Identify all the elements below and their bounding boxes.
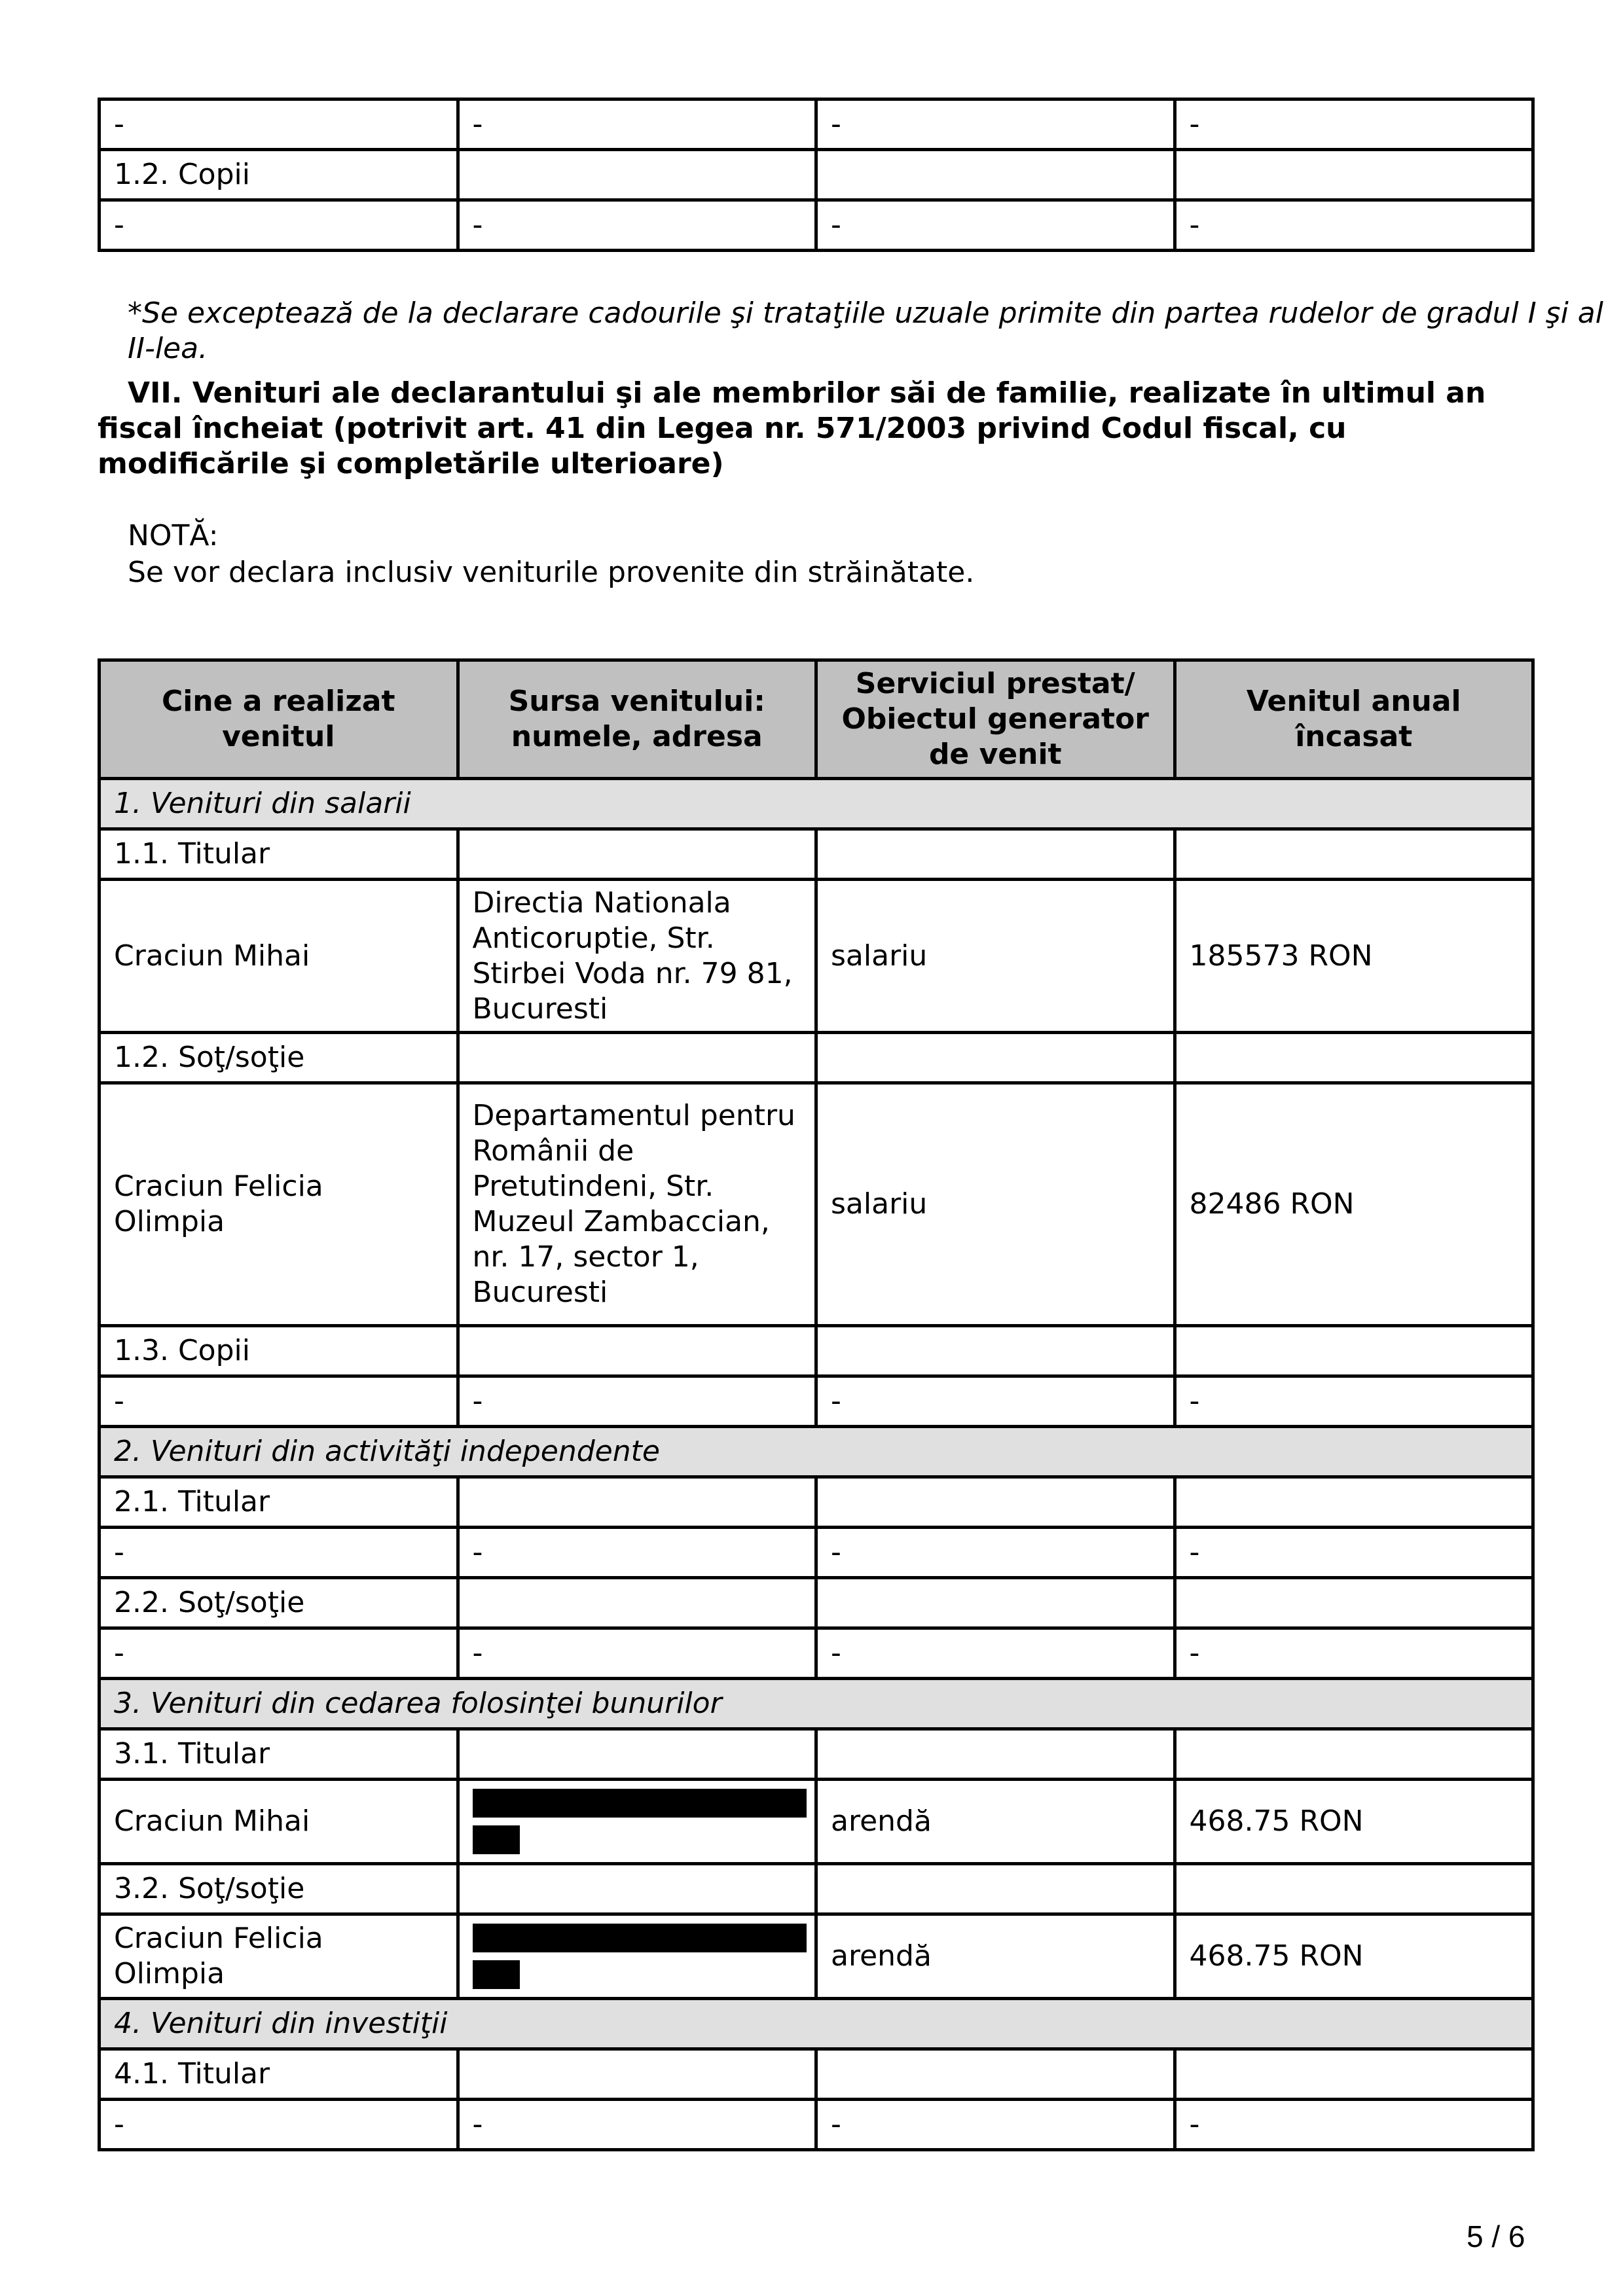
table-row (100, 1528, 1533, 1578)
section-heading: 3. Venituri din cedarea folosinţei bunurilor (100, 1679, 1533, 1729)
nota-label: NOTĂ: (128, 519, 219, 552)
table-cell: - (816, 99, 1175, 150)
table-cell: - (458, 200, 816, 251)
table-cell (458, 1326, 816, 1376)
table-cell (458, 1033, 816, 1083)
table-cell: salariu (816, 880, 1175, 1033)
table-cell: 4.1. Titular (100, 2049, 458, 2100)
table-row (100, 1578, 1533, 1628)
table-cell (458, 829, 816, 880)
table-cell: - (816, 1376, 1175, 1427)
table-cell (1175, 1864, 1533, 1914)
table-row (100, 2100, 1533, 2150)
table-cell (458, 150, 816, 200)
table-cell (816, 1864, 1175, 1914)
table-cell: - (458, 2100, 816, 2150)
table-cell: Craciun Felicia Olimpia (100, 1083, 458, 1326)
table-row (100, 829, 1533, 880)
table-cell (1175, 1729, 1533, 1780)
column-header: Sursa venitului: numele, adresa (458, 660, 816, 779)
table-row (100, 200, 1533, 251)
page-number: 5 / 6 (1467, 2219, 1525, 2253)
table-row (100, 1033, 1533, 1083)
table-cell: - (100, 1528, 458, 1578)
footnote: *Se exceptează de la declarare cadourile şi trataţiile uzuale primite din partea rudelor de gradul I şi al II-lea. (128, 296, 1603, 365)
table-cell: Directia Nationala Anticoruptie, Str. Stirbei Voda nr. 79 81, Bucuresti (458, 880, 816, 1033)
table-cell (816, 150, 1175, 200)
table-cell: - (816, 200, 1175, 251)
table-cell: - (816, 1628, 1175, 1679)
income-table (98, 658, 1535, 2151)
table-cell: - (1175, 2100, 1533, 2150)
previous-section-table (98, 98, 1535, 252)
table-cell (816, 1033, 1175, 1083)
table-cell: Craciun Mihai (100, 1780, 458, 1864)
table-cell: Departamentul pentru Românii de Pretutindeni, Str. Muzeul Zambaccian, nr. 17, sector 1, Bucuresti (458, 1083, 816, 1326)
table-cell: 2.1. Titular (100, 1477, 458, 1528)
table-cell (1175, 1326, 1533, 1376)
redaction-bar (473, 1924, 807, 1952)
table-cell (1175, 150, 1533, 200)
table-row (100, 1477, 1533, 1528)
redacted-cell (458, 1914, 816, 1999)
column-header: Serviciul prestat/ Obiectul generator de venit (816, 660, 1175, 779)
table-cell: - (458, 1376, 816, 1427)
section-title: VII. Venituri ale declarantului şi ale membrilor săi de familie, realizate în ultimul an fiscal încheiat (potrivit art. 41 din Legea nr. 571/2003 privind Codul fiscal, cu modificările şi completările ulterioare) (98, 376, 1486, 480)
table-cell: arendă (816, 1780, 1175, 1864)
table-cell (1175, 829, 1533, 880)
table-cell: - (1175, 1528, 1533, 1578)
table-row (100, 1083, 1533, 1326)
table-cell: - (458, 1628, 816, 1679)
table-row (100, 1914, 1533, 1999)
table-row (100, 1628, 1533, 1679)
nota-text: Se vor declara inclusiv veniturile provenite din străinătate. (128, 556, 975, 589)
table-cell (458, 1578, 816, 1628)
table-cell: 2.2. Soţ/soţie (100, 1578, 458, 1628)
section-heading: 1. Venituri din salarii (100, 779, 1533, 829)
table-cell: arendă (816, 1914, 1175, 1999)
table-cell: 468.75 RON (1175, 1914, 1533, 1999)
table-row (100, 1864, 1533, 1914)
table-cell (458, 1477, 816, 1528)
section-heading: 4. Venituri din investiţii (100, 1999, 1533, 2049)
column-header: Venitul anual încasat (1175, 660, 1533, 779)
table-cell: Craciun Felicia Olimpia (100, 1914, 458, 1999)
table-cell (1175, 1477, 1533, 1528)
table-row (100, 1326, 1533, 1376)
table-cell: 1.1. Titular (100, 829, 458, 880)
table-cell (1175, 1578, 1533, 1628)
table-row (100, 150, 1533, 200)
table-row (100, 2049, 1533, 2100)
column-header: Cine a realizat venitul (100, 660, 458, 779)
redaction-bar (473, 1960, 520, 1989)
table-cell: 468.75 RON (1175, 1780, 1533, 1864)
table-cell: 3.1. Titular (100, 1729, 458, 1780)
section-row (100, 779, 1533, 829)
table-cell: - (816, 2100, 1175, 2150)
table-row (100, 880, 1533, 1033)
table-row (100, 1729, 1533, 1780)
redaction-bar (473, 1825, 520, 1854)
table-cell: - (100, 1628, 458, 1679)
table-row (100, 99, 1533, 150)
table-cell (458, 1729, 816, 1780)
table-cell (816, 2049, 1175, 2100)
table-cell: - (458, 1528, 816, 1578)
table-cell: - (100, 200, 458, 251)
redaction-bar (473, 1789, 807, 1818)
table-cell: 1.2. Copii (100, 150, 458, 200)
table-cell: 82486 RON (1175, 1083, 1533, 1326)
table-cell (1175, 2049, 1533, 2100)
redacted-cell (458, 1780, 816, 1864)
table-cell: - (1175, 1628, 1533, 1679)
table-row (100, 1376, 1533, 1427)
table-cell (816, 1477, 1175, 1528)
table-cell: - (816, 1528, 1175, 1578)
table-cell (816, 1578, 1175, 1628)
table-cell: - (100, 99, 458, 150)
table-header-row (100, 660, 1533, 779)
table-cell: - (100, 2100, 458, 2150)
table-cell (458, 1864, 816, 1914)
table-row (100, 1780, 1533, 1864)
table-cell: 1.2. Soţ/soţie (100, 1033, 458, 1083)
table-cell: - (458, 99, 816, 150)
section-row (100, 1999, 1533, 2049)
section-row (100, 1679, 1533, 1729)
table-cell: - (1175, 99, 1533, 150)
table-cell: - (1175, 1376, 1533, 1427)
table-cell: - (100, 1376, 458, 1427)
table-cell: 185573 RON (1175, 880, 1533, 1033)
section-row (100, 1427, 1533, 1477)
table-cell (816, 829, 1175, 880)
section-heading: 2. Venituri din activităţi independente (100, 1427, 1533, 1477)
table-cell (816, 1326, 1175, 1376)
table-cell (816, 1729, 1175, 1780)
table-cell (458, 2049, 816, 2100)
table-cell: 1.3. Copii (100, 1326, 458, 1376)
table-cell: salariu (816, 1083, 1175, 1326)
table-cell: 3.2. Soţ/soţie (100, 1864, 458, 1914)
table-cell: - (1175, 200, 1533, 251)
table-cell: Craciun Mihai (100, 880, 458, 1033)
table-cell (1175, 1033, 1533, 1083)
